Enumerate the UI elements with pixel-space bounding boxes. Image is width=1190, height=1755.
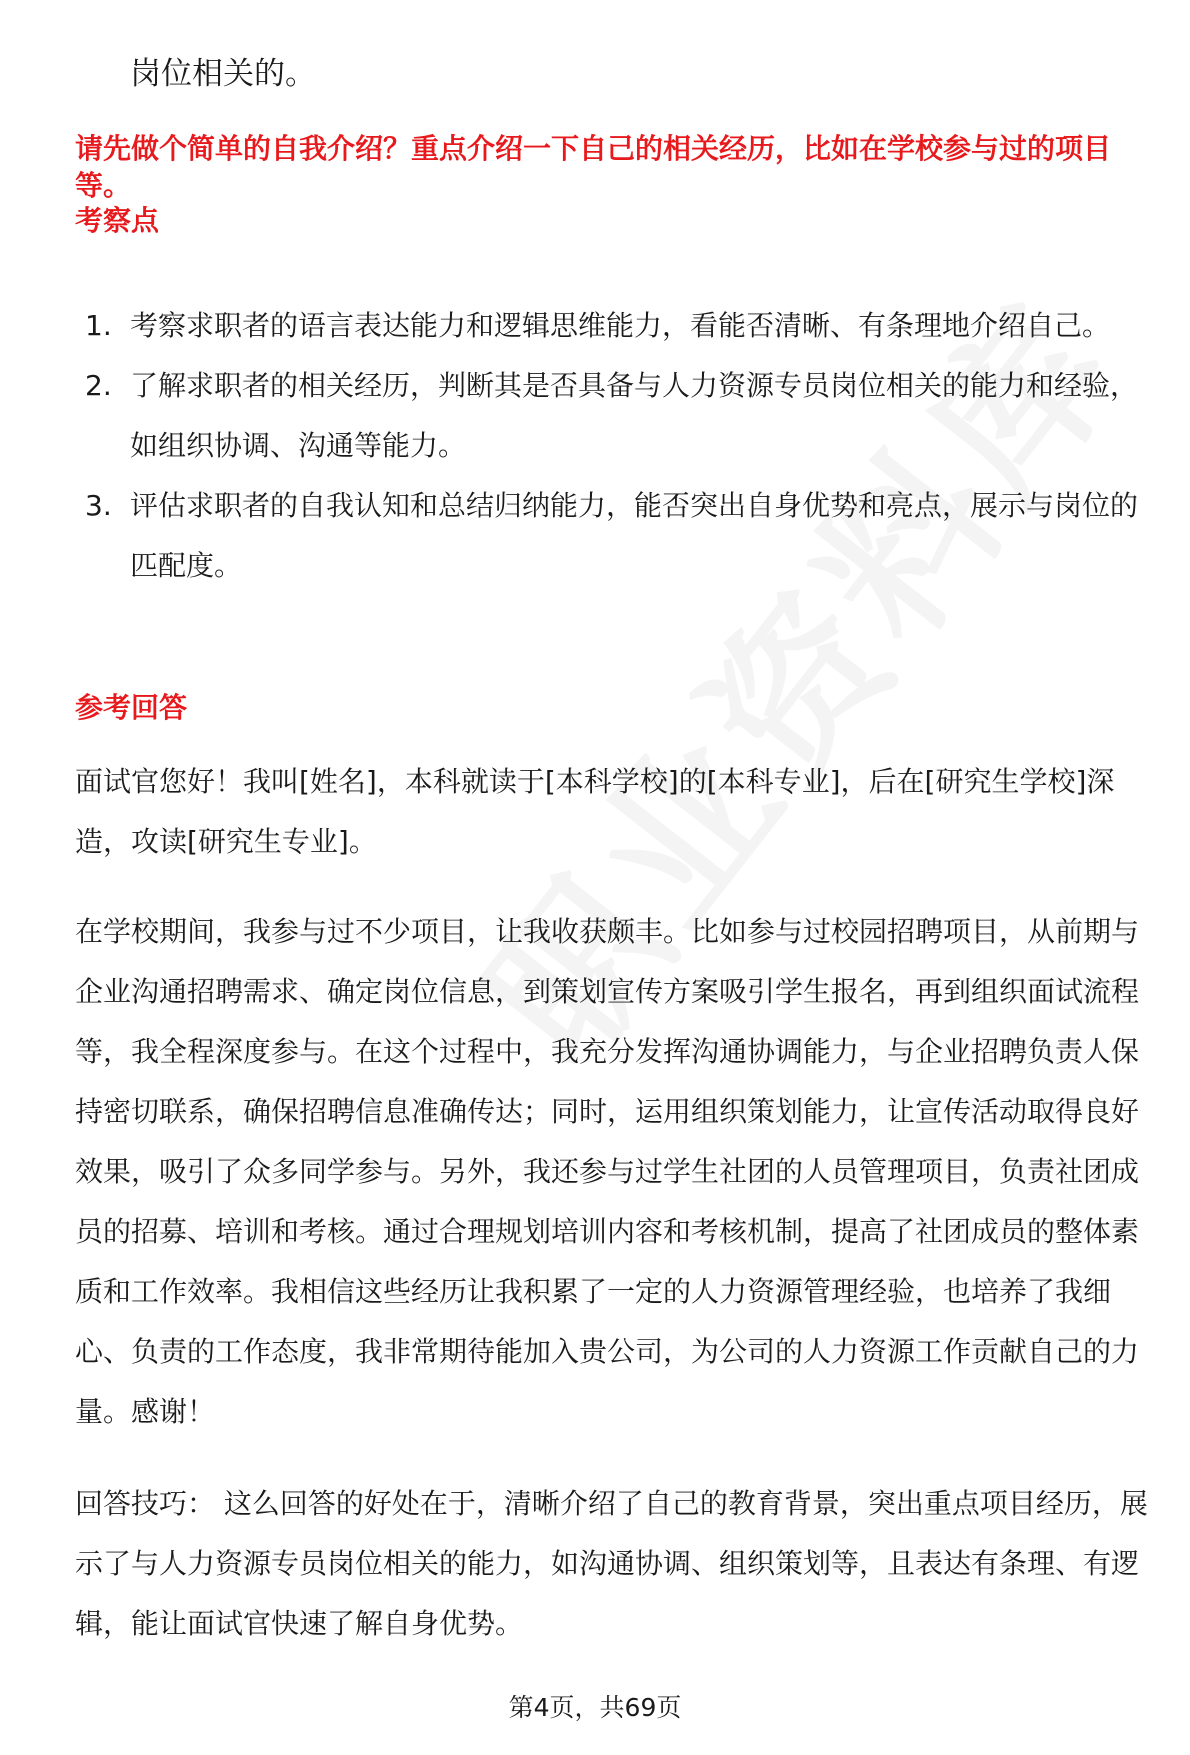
list-number: 2. [85,369,112,402]
list-item-text: 评估求职者的自我认知和总结归纳能力，能否突出自身优势和亮点，展示与岗位的匹配度。 [130,489,1139,582]
page-number-footer: 第4页，共69页 [508,1693,682,1722]
answer-intro-paragraph: 面试官您好！我叫[姓名]，本科就读于[本科学校]的[本科专业]，后在[研究生学校]深造，攻读[研究生专业]。 [75,765,1115,858]
list-item [85,476,1165,596]
answer-experience-paragraph: 在学校期间，我参与过不少项目，让我收获颇丰。比如参与过校园招聘项目，从前期与企业沟通招聘需求、确定岗位信息，到策划宣传方案吸引学生报名，再到组织面试流程等，我全程深度参与。在这个过程中，我充分发挥沟通协调能力，与企业招聘负责人保持密切联系，确保招聘信息准确传达；同时，运用组织策划能力，让宣传活动取得良好效果，吸引了众多同学参与。另外，我还参与过学生社团的人员管理项目，负责社团成员的招募、培训和考核。通过合理规划培训内容和考核机制，提高了社团成员的整体素质和工作效率。我相信这些经历让我积累了一定的人力资源管理经验，也培养了我细心、负责的工作态度，我非常期待能加入贵公司，为公司的人力资源工作贡献自己的力量。感谢！ [75,915,1140,1428]
list-item [85,296,1165,356]
examine-points-list [85,296,1165,596]
interview-question: 请先做个简单的自我介绍？重点介绍一下自己的相关经历，比如在学校参与过的项目等。 [75,132,1112,202]
section-heading-answer: 参考回答 [75,691,188,724]
list-number: 3. [85,489,112,522]
previous-text-continuation: 岗位相关的。 [130,56,316,92]
list-item-text: 了解求职者的相关经历，判断其是否具备与人力资源专员岗位相关的能力和经验，如组织协调、沟通等能力。 [130,369,1139,462]
section-heading-examine: 考察点 [75,204,160,237]
list-item-text: 考察求职者的语言表达能力和逻辑思维能力，看能否清晰、有条理地介绍自己。 [130,309,1111,342]
list-item [85,356,1165,476]
answer-tips-paragraph: 回答技巧： 这么回答的好处在于，清晰介绍了自己的教育背景，突出重点项目经历，展示了与人力资源专员岗位相关的能力，如沟通协调、组织策划等，且表达有条理、有逻辑，能让面试官快速了解自身优势。 [75,1487,1148,1640]
list-number: 1. [85,309,112,342]
